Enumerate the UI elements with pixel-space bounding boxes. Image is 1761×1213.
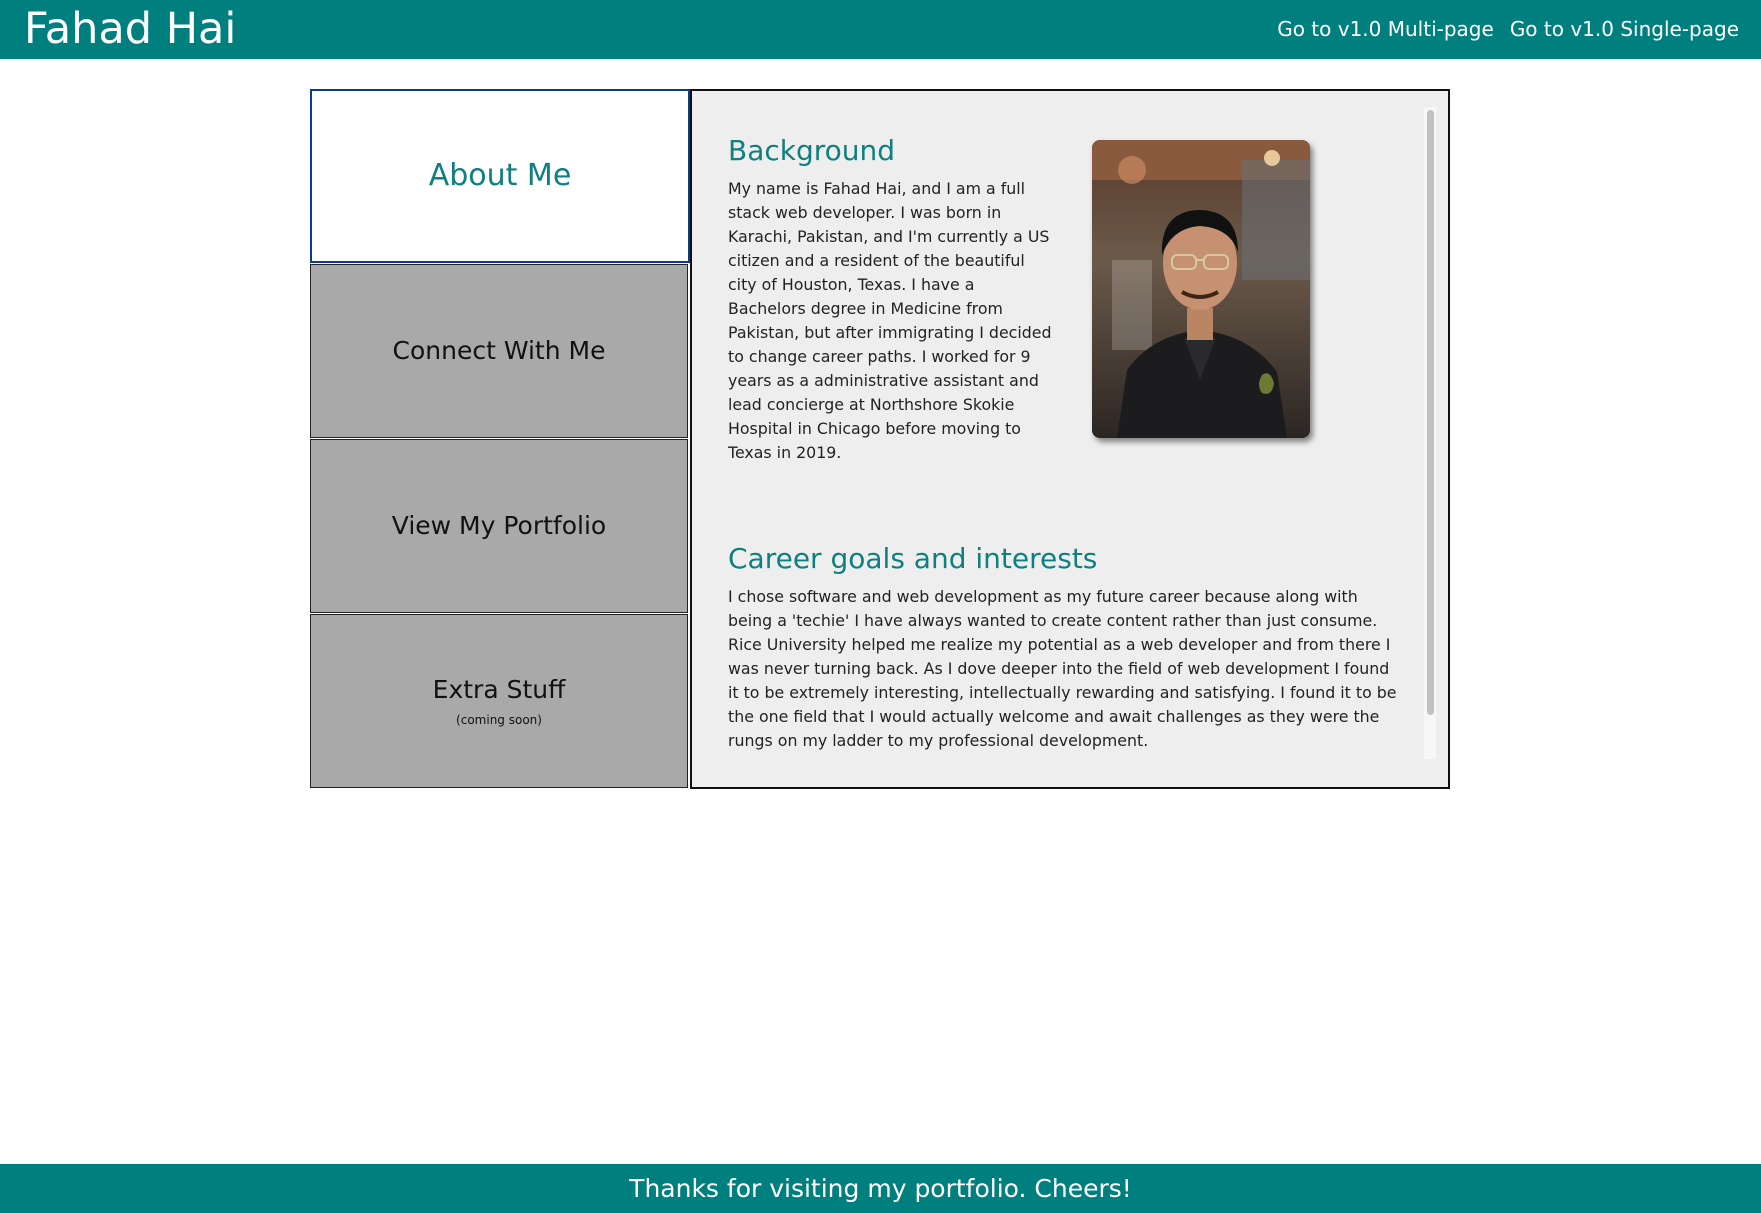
content-scroll-area xyxy=(728,115,1400,775)
career-text: I chose software and web development as my future career because along with being a 'techie' I have always wanted to create content rather than just consume. Rice University helped me realize my potential as a web developer and from there I was never turning back. As I dove deeper into the field of web development I found it to be extremely interesting, intellectually rewarding and satisfying. I found it to be the one field that I would actually welcome and await challenges as they were the rungs on my ladder to my professional development. xyxy=(728,587,1397,750)
tab-extra-stuff[interactable] xyxy=(310,614,688,788)
tab-sublabel: (coming soon) xyxy=(456,713,542,727)
content-panel xyxy=(690,89,1450,789)
portrait-image xyxy=(1092,140,1310,438)
sidebar-tabs xyxy=(310,89,690,789)
tab-label: About Me xyxy=(428,158,572,193)
tab-about-me[interactable] xyxy=(310,89,690,263)
multi-page-link[interactable]: Go to v1.0 Multi-page xyxy=(1277,17,1494,41)
tab-view-my-portfolio[interactable] xyxy=(310,439,688,613)
main-container xyxy=(310,89,1450,789)
footer-text: Thanks for visiting my portfolio. Cheers! xyxy=(629,1174,1132,1203)
top-navbar xyxy=(0,0,1761,59)
single-page-link[interactable]: Go to v1.0 Single-page xyxy=(1509,17,1739,41)
background-heading: Background xyxy=(728,134,896,167)
footer xyxy=(0,1164,1761,1213)
vertical-scrollbar[interactable] xyxy=(1424,107,1436,759)
tab-label: View My Portfolio xyxy=(391,511,607,540)
header-nav xyxy=(1277,15,1739,43)
brand-title[interactable]: Fahad Hai xyxy=(24,4,237,54)
background-text: My name is Fahad Hai, and I am a full stack web developer. I was born in Karachi, Pakistan, and I'm currently a US citizen and a resident of the beautiful city of Houston, Texas. I have a Bachelors degree in Medicine from Pakistan, but after immigrating I decided to change career paths. I worked for 9 years as a administrative assistant and lead concierge at Northshore Skokie Hospital in Chicago before moving to Texas in 2019. xyxy=(728,179,1052,462)
tab-label: Extra Stuff xyxy=(432,675,566,704)
profile-photo xyxy=(1092,140,1310,438)
tab-label: Connect With Me xyxy=(392,336,606,365)
career-heading: Career goals and interests xyxy=(728,542,1098,575)
tab-connect-with-me[interactable] xyxy=(310,264,688,438)
scrollbar-thumb[interactable] xyxy=(1427,110,1434,715)
